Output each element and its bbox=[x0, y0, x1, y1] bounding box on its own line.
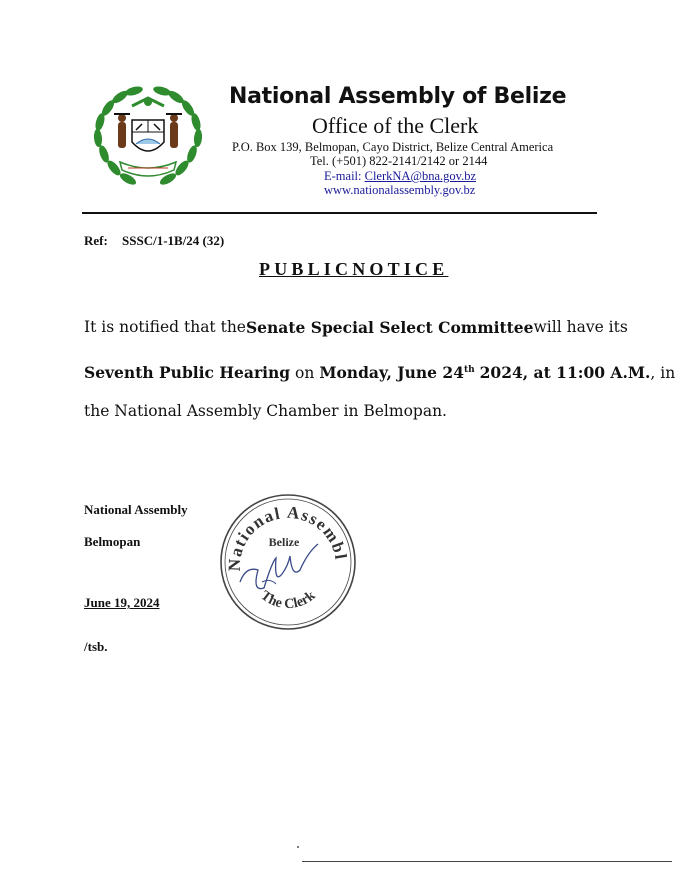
office-title: Office of the Clerk bbox=[312, 113, 479, 138]
website-link[interactable]: www.nationalassembly.gov.bz bbox=[324, 183, 476, 197]
notice-text: on bbox=[295, 364, 315, 382]
typist-initials: /tsb. bbox=[84, 639, 108, 654]
notice-line-2 bbox=[84, 363, 675, 382]
signatory-institution: National Assembly bbox=[84, 502, 188, 517]
notice-text: It is notified that the bbox=[84, 318, 246, 336]
hearing-time: 2024, at 11:00 A.M. bbox=[479, 363, 651, 382]
scan-speck bbox=[297, 846, 299, 848]
notice-text: , in bbox=[650, 364, 675, 382]
telephone-numbers: Tel. (+501) 822-2141/2142 or 2144 bbox=[310, 154, 488, 168]
committee-name: Senate Special Select Committee bbox=[245, 318, 534, 337]
svg-text:The Clerk: The Clerk bbox=[257, 588, 319, 613]
notice-line-3: the National Assembly Chamber in Belmopan. bbox=[84, 402, 447, 420]
svg-text:National Assembly: National Assembl bbox=[224, 502, 351, 572]
footer-rule bbox=[302, 861, 672, 862]
belize-coat-of-arms-icon bbox=[86, 84, 210, 194]
postal-address: P.O. Box 139, Belmopan, Cayo District, Belize Central America bbox=[232, 140, 554, 154]
notice-heading: PUBLICNOTICE bbox=[259, 259, 449, 279]
email-link[interactable]: ClerkNA@bna.gov.bz bbox=[364, 169, 476, 183]
reference-number: SSSC/1-1B/24 (32) bbox=[122, 233, 225, 248]
notice-text: will have its bbox=[533, 318, 628, 336]
hearing-date: Monday, June 24 bbox=[319, 363, 464, 382]
organization-title: National Assembly of Belize bbox=[229, 84, 567, 109]
signatory-city: Belmopan bbox=[84, 534, 141, 549]
date-ordinal-suffix: th bbox=[463, 364, 475, 375]
notice-line-1 bbox=[84, 318, 628, 337]
clerk-seal-stamp bbox=[218, 492, 358, 632]
email-label: E-mail: bbox=[324, 169, 365, 183]
reference-label: Ref: bbox=[84, 233, 108, 248]
email-line bbox=[324, 169, 476, 184]
header-divider bbox=[82, 212, 597, 214]
notice-date: June 19, 2024 bbox=[84, 595, 160, 610]
hearing-title: Seventh Public Hearing bbox=[84, 363, 291, 382]
svg-text:Belize: Belize bbox=[268, 535, 300, 549]
